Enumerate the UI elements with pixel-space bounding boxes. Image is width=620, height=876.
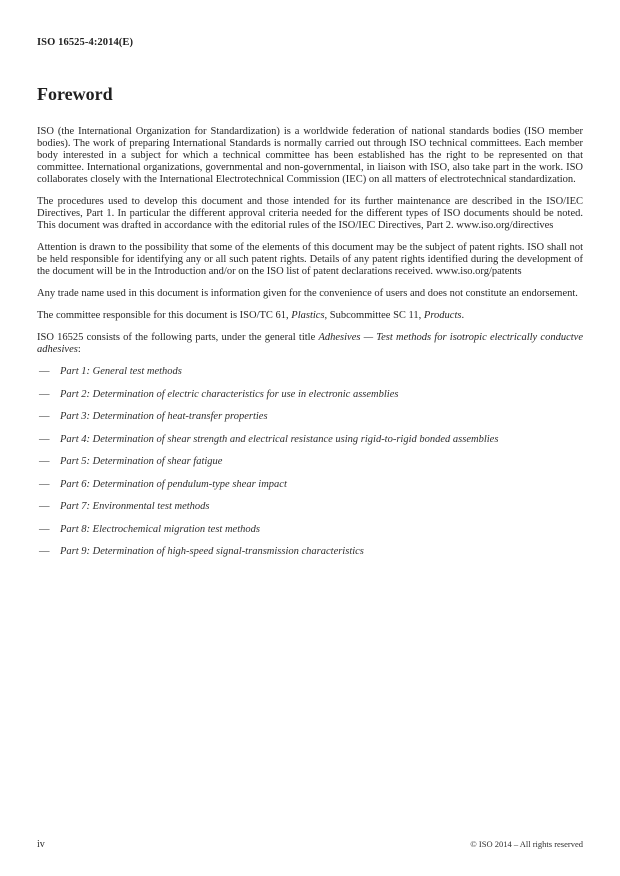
committee-name-plastics: Plastics: [291, 310, 325, 321]
series-text-end: :: [77, 344, 81, 355]
list-item-part-3: [37, 411, 583, 423]
list-item-part-1: [37, 366, 583, 378]
paragraph-procedures: The procedures used to develop this document and those intended for its further maintenance are described in the ISO/IEC Directives, Part 1. In particular the different approval criteria needed for the different types of ISO documents should be noted. This document was drafted in accordance with the editorial rules of the ISO/IEC Directives, Part 2. www.iso.org/directives: [37, 196, 583, 231]
list-dash: —: [39, 501, 50, 512]
paragraph-trade-name: Any trade name used in this document is information given for the convenience of users and does not constitute an endorsement.: [37, 288, 578, 299]
part-title: Part 3: Determination of heat-transfer properties: [60, 411, 268, 422]
list-dash: —: [39, 456, 50, 467]
series-general-title: Adhesives — Test methods for isotropic electrically conductve adhesives: [37, 332, 583, 355]
list-item-part-5: [37, 456, 583, 468]
part-title: Part 5: Determination of shear fatigue: [60, 456, 223, 467]
list-dash: —: [39, 478, 50, 490]
list-item-part-8: [37, 524, 583, 536]
parts-list: [37, 366, 583, 558]
part-title: Part 9: Determination of high-speed signal-transmission characteristics: [60, 546, 364, 557]
list-dash: —: [39, 411, 50, 422]
copyright-notice: © ISO 2014 – All rights reserved: [470, 839, 583, 849]
list-item-part-6: [37, 479, 583, 491]
list-item-part-2: [37, 389, 583, 401]
part-title: Part 7: Environmental test methods: [60, 501, 210, 512]
subcommittee-name-products: Products: [423, 310, 462, 321]
list-item-part-4: [37, 434, 583, 446]
list-dash: —: [39, 523, 50, 535]
part-title: Part 4: Determination of shear strength and electrical resistance using rigid-to-rigid bonded assemblies: [60, 433, 499, 445]
page-footer: [37, 839, 583, 850]
part-title: Part 1: General test methods: [60, 366, 182, 377]
list-item-part-7: [37, 501, 583, 513]
paragraph-committee: [37, 310, 583, 322]
committee-text-pre: The committee responsible for this document is ISO/TC 61,: [37, 310, 292, 321]
paragraph-series-title: [37, 332, 583, 356]
list-dash: —: [39, 433, 50, 445]
list-dash: —: [39, 546, 50, 557]
document-reference-header: ISO 16525-4:2014(E): [37, 37, 134, 48]
list-dash: —: [39, 388, 50, 400]
series-text-pre: ISO 16525 consists of the following parts, under the general title: [37, 332, 319, 343]
committee-text-mid: , Subcommittee SC 11,: [324, 310, 424, 321]
paragraph-patent-rights: Attention is drawn to the possibility that some of the elements of this document may be the subject of patent rights. ISO shall not be held responsible for identifying any or all such patent rights. Details of any patent rights identified during the development of the document will be in the Introduction and/or on the ISO list of patent declarations received. www.iso.org/patents: [37, 242, 583, 277]
part-title: Part 8: Electrochemical migration test methods: [60, 523, 260, 535]
committee-text-end: .: [461, 310, 465, 321]
foreword-heading: Foreword: [37, 84, 113, 104]
page-number: iv: [37, 839, 45, 850]
list-dash: —: [39, 366, 50, 377]
part-title: Part 6: Determination of pendulum-type shear impact: [60, 478, 287, 490]
part-title: Part 2: Determination of electric characteristics for use in electronic assemblies: [60, 388, 399, 400]
foreword-body: [37, 126, 583, 558]
list-item-part-9: [37, 546, 583, 558]
paragraph-iso-intro: ISO (the International Organization for Standardization) is a worldwide federation of national standards bodies (ISO member bodies). The work of preparing International Standards is normally carried out through ISO technical committees. Each member body interested in a subject for which a technical committee has been established has the right to be represented on that committee. International organizations, governmental and non-governmental, in liaison with ISO, also take part in the work. ISO collaborates closely with the International Electrotechnical Commission (IEC) on all matters of electrotechnical standardization.: [37, 126, 583, 185]
